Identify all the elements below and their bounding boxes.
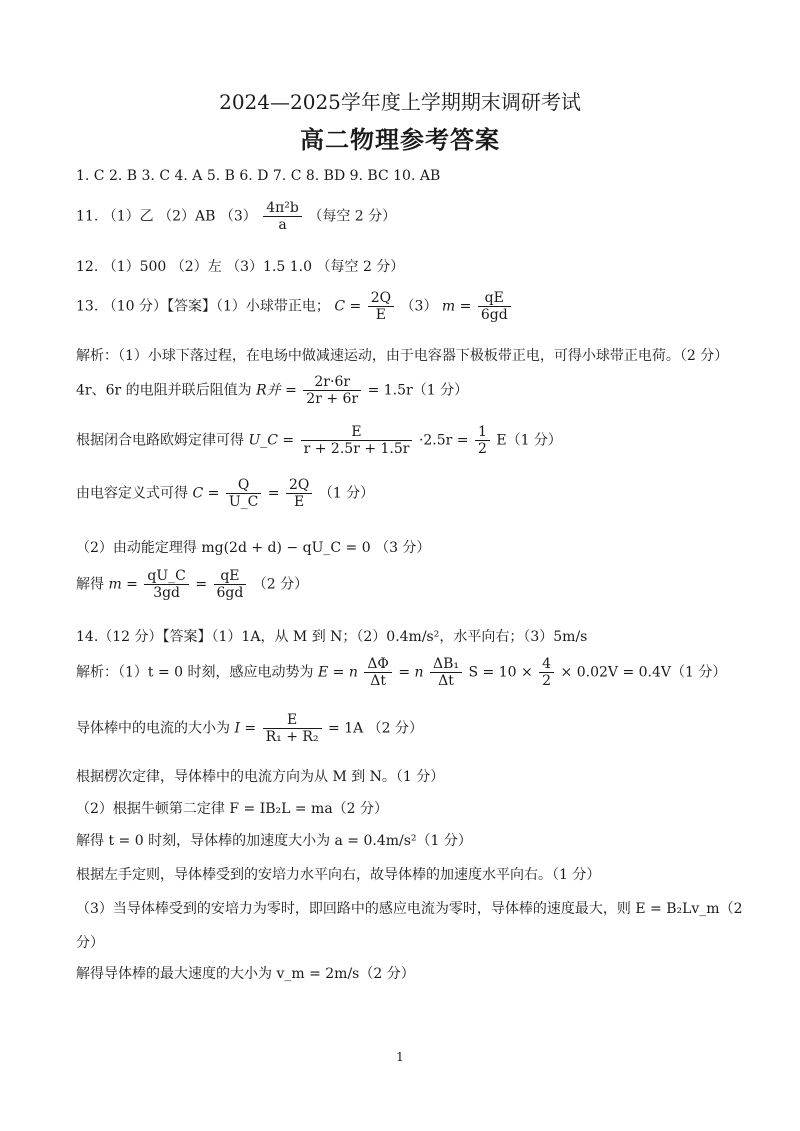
q14-exp1-eq: = n [398, 664, 424, 681]
q13-exp4-den: U_C [228, 494, 259, 511]
q14-exp1-lhs: E = n [317, 664, 358, 681]
q14-explanation-5: 解得 t = 0 时刻，导体棒的加速度大小为 a = 0.4m/s²（1 分） [76, 833, 472, 849]
answer-key-title: 高二物理参考答案 [300, 125, 500, 154]
q13-exp6-eq: = [195, 576, 208, 593]
q13-exp3-lhs: U_C = [248, 432, 295, 449]
q14-explanation-1 [76, 656, 726, 689]
q13-explanation-1: 解析：（1）小球下落过程，在电场中做减速运动，由于电容器下极板带正电，可得小球带正电荷。（2 分） [76, 348, 729, 364]
q13-exp2-den: 2r + 6r [306, 391, 359, 408]
q14-exp1-den3: 2 [542, 673, 552, 690]
q13-m-lhs: m = [441, 298, 472, 315]
q13-c-lhs: C = [334, 298, 362, 315]
q13-exp4-lhs: C = [192, 485, 220, 502]
q13-exp4-fraction [226, 477, 262, 510]
q13-exp4-den2: E [294, 494, 305, 511]
q11-line [76, 200, 396, 233]
q13-exp6-pre: 解得 [76, 576, 104, 593]
q12-line: 12. （1）500 （2）左 （3）1.5 1.0 （每空 2 分） [76, 259, 405, 275]
q13-c-fraction [368, 290, 394, 323]
q13-head: 13. （10 分）【答案】（1）小球带正电； [76, 298, 330, 315]
q13-c-num: 2Q [368, 290, 394, 307]
q13-exp2-rhs: = 1.5r（1 分） [367, 382, 469, 399]
q13-exp3-fraction [301, 424, 413, 457]
q11-frac-den: a [278, 217, 287, 234]
q13-exp4-fraction-2 [286, 477, 312, 510]
q13-exp6-den: 3gd [153, 585, 181, 602]
q14-exp1-fraction [364, 656, 392, 689]
q11-text: 11. （1）乙 （2）AB （3） [76, 208, 257, 225]
q14-explanation-4: （2）根据牛顿第二定律 F = IB₂L = ma（2 分） [76, 801, 389, 817]
q13-explanation-5: （2）由动能定理得 mg(2d + d) − qU_C = 0 （3 分） [76, 540, 431, 556]
q13-exp3-mid: ·2.5r = [418, 432, 469, 449]
q14-exp2-rhs: = 1A （2 分） [328, 720, 424, 737]
mc-answers: 1. C 2. B 3. C 4. A 5. B 6. D 7. C 8. BD 9. BC 10. AB [76, 168, 441, 184]
q14-exp2-den: R₁ + R₂ [265, 729, 319, 746]
q14-explanation-3: 根据楞次定律，导体棒中的电流方向为从 M 到 N。（1 分） [76, 769, 445, 785]
q11-fraction [263, 200, 302, 233]
q14-explanation-6: 根据左手定则，导体棒受到的安培力水平向右，故导体棒的加速度水平向右。（1 分） [76, 867, 601, 883]
q14-exp1-mid: S = 10 × [468, 664, 533, 681]
q14-explanation-9: 解得导体棒的最大速度的大小为 v_m = 2m/s（2 分） [76, 966, 415, 982]
page-number: 1 [396, 1050, 404, 1064]
q13-exp3-num2: 1 [475, 424, 490, 441]
q13-exp3-den: r + 2.5r + 1.5r [303, 441, 410, 458]
q13-exp3-rhs: E（1 分） [496, 432, 562, 449]
q14-explanation-8: 分） [76, 935, 104, 951]
q13-explanation-6 [76, 568, 308, 601]
q14-exp1-num: ΔΦ [364, 656, 392, 673]
q13-c-den: E [375, 307, 387, 324]
q14-exp1-rhs: × 0.02V = 0.4V（1 分） [560, 664, 727, 681]
q13-exp2-fraction [303, 374, 361, 407]
q14-explanation-2 [76, 712, 423, 745]
q13-exp2-pre: 4r、6r 的电阻并联后阻值为 [76, 382, 252, 399]
q14-exp1-num3: 4 [539, 656, 554, 673]
q14-exp2-fraction [263, 712, 322, 745]
q13-exp3-fraction-2 [475, 424, 490, 457]
q13-exp6-lhs: m = [108, 576, 138, 593]
q14-exp1-fraction-3 [539, 656, 554, 689]
q13-exp3-den2: 2 [477, 441, 487, 458]
q13-exp6-tail: （2 分） [252, 576, 309, 593]
q14-explanation-7: （3）当导体棒受到的安培力为零时，即回路中的感应电流为零时，导体棒的速度最大，则 E = B₂Lv_m（2 [76, 901, 743, 917]
q13-exp4-eq: = [267, 485, 280, 502]
q13-explanation-3 [76, 424, 562, 457]
q14-exp1-num2: ΔB₁ [430, 656, 462, 673]
q13-mid: （3） [400, 298, 438, 315]
q13-exp6-fraction-2 [214, 568, 247, 601]
q13-exp4-num: Q [226, 477, 262, 494]
q13-exp6-num: qU_C [144, 568, 188, 585]
q13-m-den: 6gd [480, 307, 508, 324]
q14-exp1-fraction-2 [430, 656, 462, 689]
q13-exp6-num2: qE [214, 568, 247, 585]
q14-exp2-pre: 导体棒中的电流的大小为 [76, 720, 230, 737]
q13-explanation-2 [76, 374, 468, 407]
q14-exp1-den: Δt [370, 673, 386, 690]
q11-tail: （每空 2 分） [308, 208, 397, 225]
q13-m-fraction [478, 290, 511, 323]
q13-exp3-pre: 根据闭合电路欧姆定律可得 [76, 432, 244, 449]
q13-exp4-tail: （1 分） [318, 485, 375, 502]
q13-m-num: qE [478, 290, 511, 307]
q14-exp1-pre: 解析：（1）t = 0 时刻，感应电动势为 [76, 664, 314, 681]
q13-exp4-num2: 2Q [286, 477, 312, 494]
q13-exp4-pre: 由电容定义式可得 [76, 485, 188, 502]
q13-explanation-4 [76, 477, 374, 510]
q14-exp1-den2: Δt [438, 673, 454, 690]
exam-title: 2024—2025学年度上学期期末调研考试 [219, 90, 581, 114]
q11-frac-num: 4π²b [263, 200, 302, 217]
q14-answer-line: 14.（12 分）【答案】（1）1A，从 M 到 N；（2）0.4m/s²，水平向右；（3）5m/s [76, 629, 588, 645]
q14-exp2-lhs: I = [234, 720, 257, 737]
q13-exp3-num: E [301, 424, 413, 441]
q13-exp6-fraction [144, 568, 188, 601]
q13-exp2-lhs: R并 = [256, 382, 297, 399]
q13-exp2-num: 2r·6r [303, 374, 361, 391]
q13-exp6-den2: 6gd [216, 585, 244, 602]
q14-exp2-num: E [263, 712, 322, 729]
q13-answer-line [76, 290, 513, 323]
